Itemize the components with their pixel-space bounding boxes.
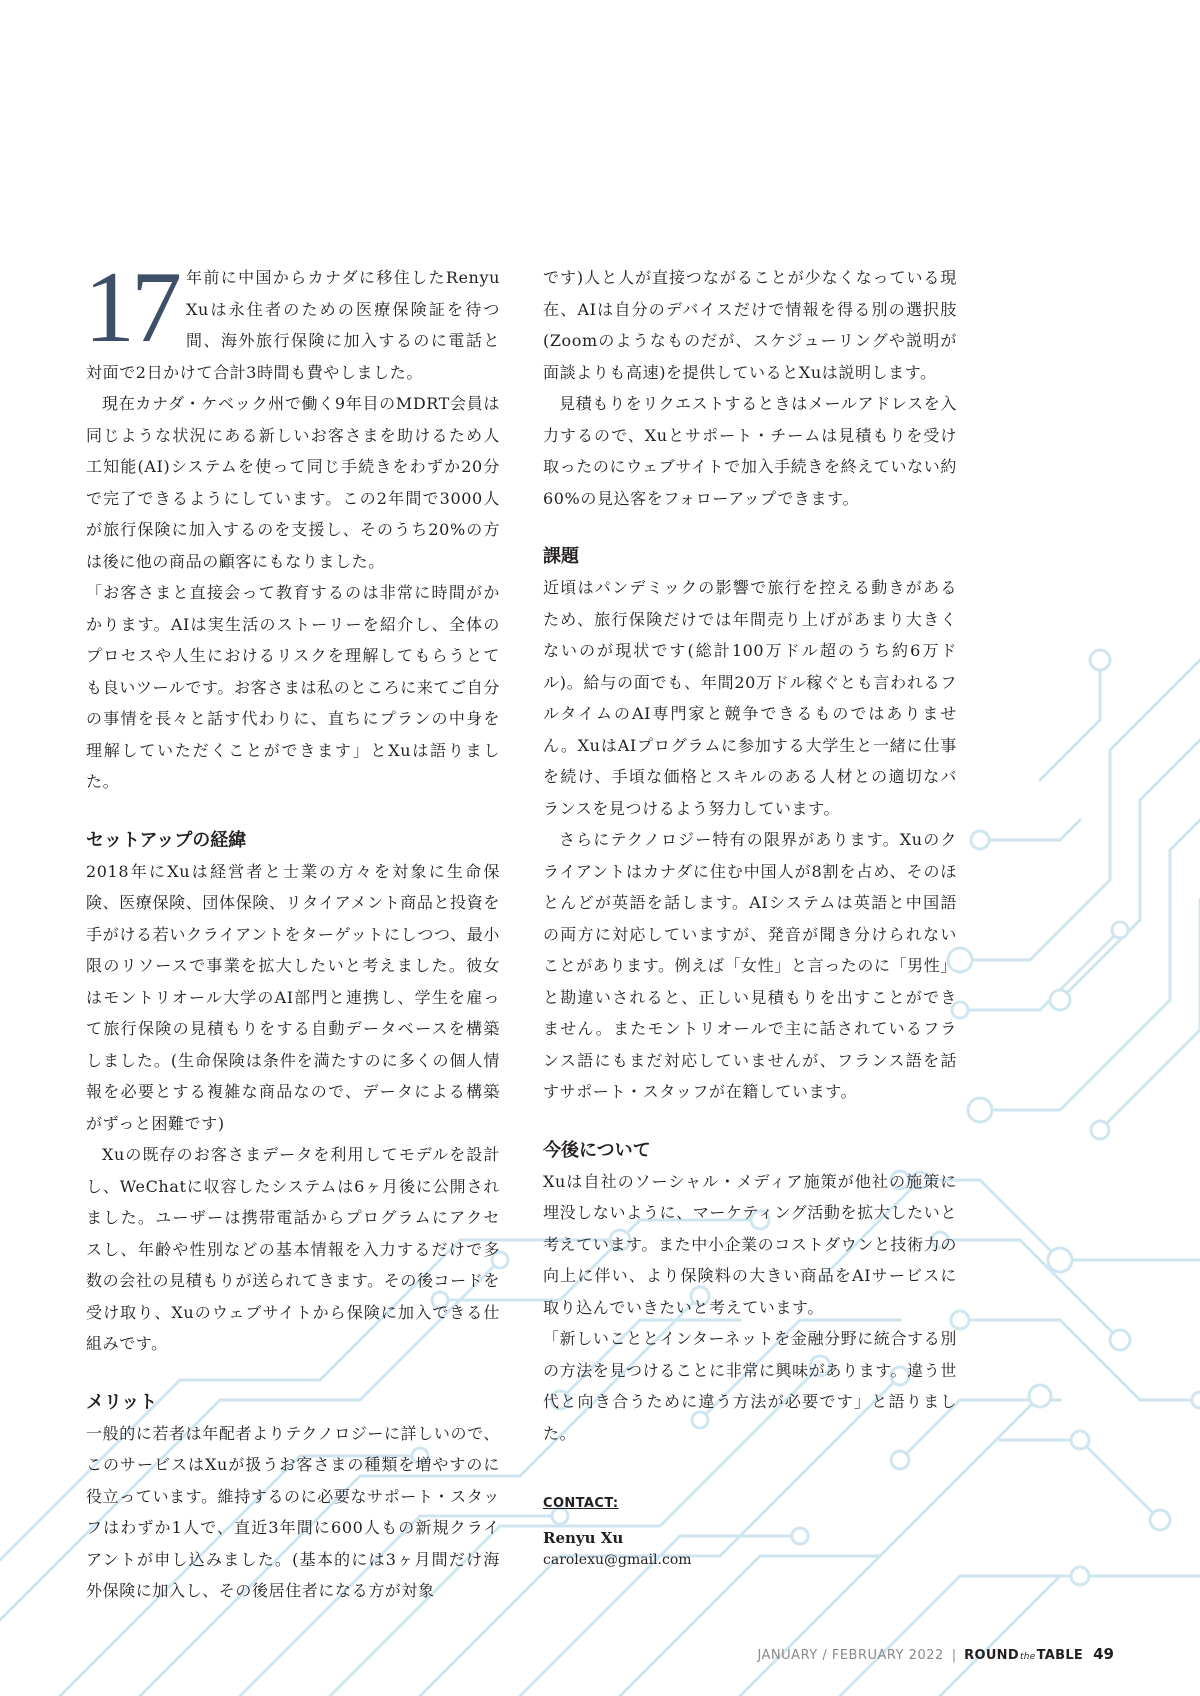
body-paragraph: 見積もりをリクエストするときはメールアドレスを入力するので、Xuとサポート・チームは見積もりを受け取ったのにウェブサイトで加入手続きを終えていない約60%の見込客をフォローアップできます。 [543, 394, 957, 508]
section-heading-issue: 課題 [543, 546, 579, 567]
body-paragraph: 一般的に若者は年配者よりテクノロジーに詳しいので、このサービスはXuが扱うお客さまの種類を増やすのに役立っています。維持するのに必要なサポート・スタッフはわずか1人で、直近3年間に600人もの新規クライアントが申し込みました。(基本的には3ヶ月間だけ海外保険に加入し、その後居住者になる方が対象 [86, 1423, 500, 1600]
intro-paragraph [84, 251, 500, 388]
contact-email: carolexu@gmail.com [543, 1552, 692, 1568]
circuit-node [971, 831, 989, 849]
body-paragraph: 近頃はパンデミックの影響で旅行を控える動きがあるため、旅行保険だけでは年間売り上げがあまり大きくないのが現状です(総計100万ドル超のうち約6万ドル)。給与の面でも、年間20万ドル稼ぐとも言われるフルタイムのAI専門家と競争できるものではありません。XuはAIプログラムに参加する大学生と一緒に仕事を続け、手頃な価格とスキルのある人材との適切なバランスを見つけるよう努力しています。 [543, 578, 957, 818]
circuit-trace [1000, 1440, 1160, 1520]
body-paragraph: 現在カナダ・ケベック州で働く9年目のMDRT会員は同じような状況にある新しいお客さまを助けるため人工知能(AI)システムを使って同じ手続きをわずか20分で完了できるようにしています。この2年間で3000人が旅行保険に加入するのを支援し、そのうち20%の方は後に他の商品の顧客にもなりました。 [86, 394, 500, 571]
section-heading-setup: セットアップの経緯 [86, 829, 247, 851]
circuit-trace [980, 820, 1200, 1110]
circuit-trace [960, 660, 1200, 960]
page-number: 49 [1093, 1645, 1114, 1663]
page-footer [757, 1645, 1114, 1663]
magazine-name [964, 1648, 1083, 1663]
circuit-node [1110, 1330, 1130, 1350]
drop-cap: 17 [84, 251, 178, 364]
circuit-node [1071, 1431, 1089, 1449]
magazine-name-the: the [1019, 1652, 1036, 1662]
body-paragraph: Xuの既存のお客さまデータを利用してモデルを設計し、WeChatに収容したシステムは6ヶ月後に公開されました。ユーザーは携帯電話からプログラムにアクセスし、年齢や性別などの基本情報を入力するだけで多数の会社の見積もりが送られてきます。その後コードを受け取り、Xuのウェブサイトから保険に加入できる仕組みです。 [86, 1145, 500, 1353]
body-paragraph: です)人と人が直接つながることが少なくなっている現在、AIは自分のデバイスだけで情報を得る別の選択肢(Zoomのようなものだが、スケジューリングや説明が面談よりも高速)を提供しているとXuは説明します。 [543, 268, 957, 382]
circuit-node [968, 1098, 992, 1122]
circuit-node [1112, 922, 1128, 938]
section-heading-merit: メリット [86, 1391, 158, 1413]
circuit-node [1090, 650, 1110, 670]
circuit-trace [1060, 740, 1200, 1000]
article-right-column [543, 262, 957, 1571]
circuit-node [1050, 990, 1070, 1010]
footer-separator: | [951, 1648, 957, 1663]
contact-block [543, 1493, 957, 1571]
quote-paragraph: 「新しいこととインターネットを金融分野に統合する別の方法を見つけることに非常に興味があります。違う世代と向き合うために違う方法が必要です」と語りました。 [543, 1329, 957, 1443]
circuit-trace [960, 930, 1120, 1010]
circuit-trace [960, 1320, 1200, 1400]
body-paragraph: さらにテクノロジー特有の限界があります。Xuのクライアントはカナダに住む中国人が8割を占め、そのほとんどが英語を話します。AIシステムは英語と中国語の両方に対応していますが、発音が聞き分けられないことがあります。例えば「女性」と言ったのに「男性」と勘違いされると、正しい見積もりを出すことができません。またモントリオールで主に話されているフランス語にもまだ対応していませんが、フランス語を話すサポート・スタッフが在籍しています。 [543, 830, 957, 1101]
article-left-column [84, 251, 500, 1607]
contact-label: CONTACT: [543, 1496, 619, 1511]
circuit-node [1091, 1121, 1109, 1139]
circuit-trace [980, 820, 1080, 840]
circuit-trace [940, 1576, 1200, 1696]
circuit-trace [1040, 660, 1100, 780]
issue-date: JANUARY / FEBRUARY 2022 [757, 1648, 944, 1663]
quote-paragraph: 「お客さまと直接会って教育するのは非常に時間がかかります。AIは実生活のストーリーを紹介し、全体のプロセスや人生におけるリスクを理解してもらうとても良いツールです。お客さまは私のところに来てご自分の事情を長々と話す代わりに、直ちにプランの中身を理解していただくことができます」とXuは語りました。 [86, 583, 500, 791]
section-heading-future: 今後について [543, 1139, 651, 1161]
contact-name: Renyu Xu [543, 1529, 624, 1547]
circuit-node [1150, 1510, 1170, 1530]
circuit-node [1192, 1392, 1200, 1408]
body-paragraph: Xuは自社のソーシャル・メディア施策が他社の施策に埋没しないように、マーケティング活動を拡大したいと考えています。また中小企業のコストダウンと技術力の向上に伴い、より保険料の大きい商品をAIサービスに取り込んでいきたいと考えています。 [543, 1171, 957, 1317]
magazine-name-round: ROUND [964, 1648, 1019, 1663]
magazine-name-table: TABLE [1036, 1648, 1084, 1663]
circuit-node [1071, 1567, 1089, 1585]
circuit-node [1029, 1385, 1051, 1407]
body-paragraph: 2018年にXuは経営者と士業の方々を対象に生命保険、医療保険、団体保険、リタイアメント商品と投資を手がける若いクライアントをターゲットにしつつ、最小限のリソースで事業を拡大したいと考えました。彼女はモントリオール大学のAI部門と連携し、学生を雇って旅行保険の見積もりをする自動データベースを構築しました。(生命保険は条件を満たすのに多くの個人情報を必要とする複雑な商品なので、データによる構築がずっと困難です) [86, 861, 500, 1133]
circuit-node [1048, 1248, 1072, 1272]
intro-text: 年前に中国からカナダに移住したRenyu Xuは永住者のための医療保険証を待つ間、海外旅行保険に加入するのに電話と対面で2日かけて合計3時間も費やしました。 [86, 268, 500, 382]
